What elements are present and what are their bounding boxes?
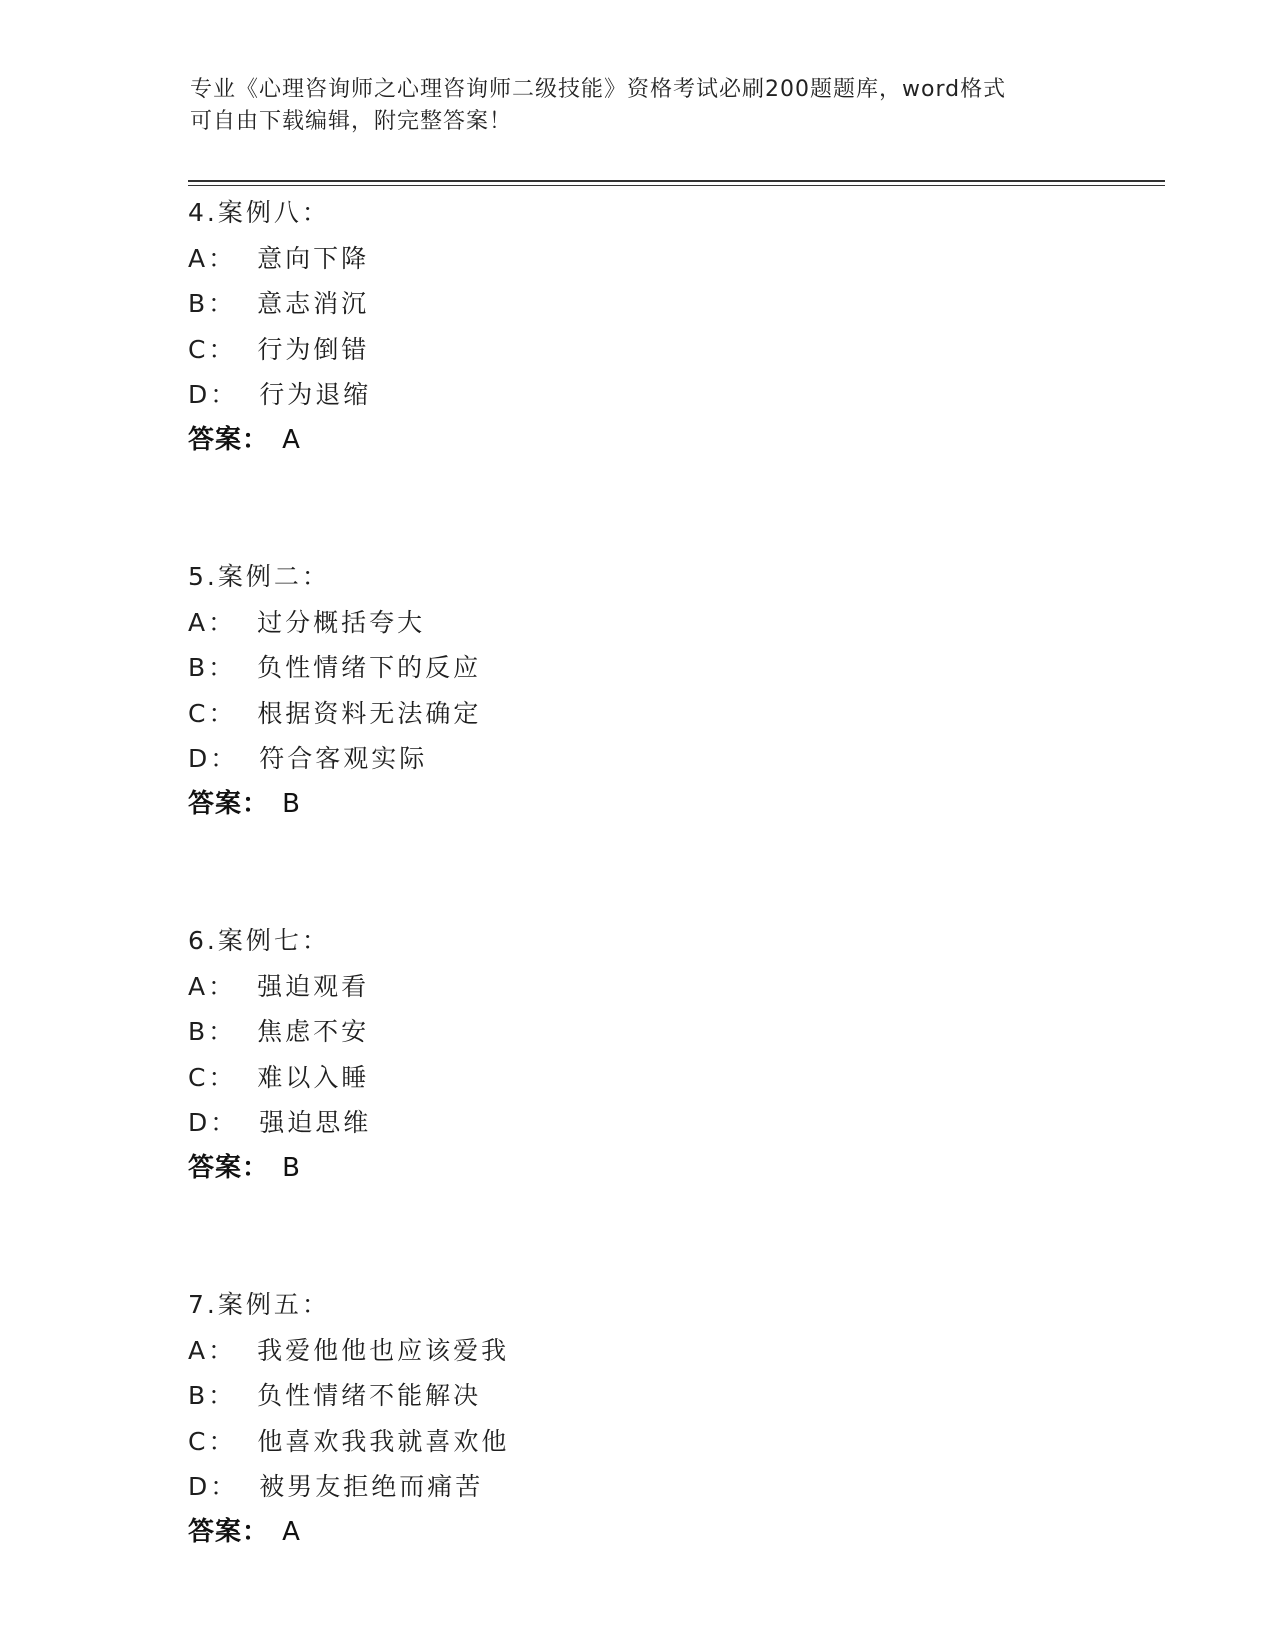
option-b [188, 1009, 1165, 1055]
option-label: C： [188, 334, 237, 364]
answer-label: 答案： [188, 788, 270, 819]
answer-value: A [282, 424, 301, 455]
question-6 [188, 918, 1165, 1191]
option-d [188, 1464, 1165, 1510]
option-d [188, 736, 1165, 782]
option-text: 行为倒错 [257, 334, 370, 364]
option-text: 根据资料无法确定 [257, 698, 482, 728]
answer-value: B [282, 1152, 301, 1183]
option-label: D： [188, 1108, 239, 1137]
option-c [188, 327, 1165, 373]
option-c [188, 1055, 1165, 1101]
header-line-1: 专业《心理咨询师之心理咨询师二级技能》资格考试必刷200题题库，word格式 [190, 77, 1007, 102]
option-text: 负性情绪不能解决 [257, 1381, 482, 1410]
option-label: B： [188, 1381, 237, 1410]
answer-label: 答案： [188, 424, 270, 455]
option-text: 被男友拒绝而痛苦 [259, 1472, 484, 1501]
answer-label: 答案： [188, 1152, 270, 1183]
document-header [190, 74, 1090, 138]
option-b [188, 281, 1165, 327]
option-a [188, 600, 1165, 646]
option-c [188, 1419, 1165, 1465]
option-d [188, 1100, 1165, 1146]
option-text: 强迫观看 [257, 971, 370, 1001]
option-label: D： [188, 1472, 239, 1501]
option-label: A： [188, 607, 237, 637]
option-b [188, 645, 1165, 691]
option-text: 焦虑不安 [257, 1017, 370, 1046]
header-divider [188, 180, 1165, 186]
question-title: 6.案例七： [188, 926, 330, 955]
option-text: 过分概括夸大 [257, 607, 426, 637]
option-text: 我爱他他也应该爱我 [257, 1335, 510, 1365]
question-list [188, 190, 1165, 1555]
option-label: B： [188, 653, 237, 682]
question-title: 4.案例八： [188, 198, 330, 227]
question-spacer [188, 1191, 1165, 1282]
option-label: A： [188, 1335, 237, 1365]
option-a [188, 1328, 1165, 1374]
option-b [188, 1373, 1165, 1419]
question-7 [188, 1282, 1165, 1555]
question-title: 5.案例二： [188, 562, 330, 591]
question-4 [188, 190, 1165, 463]
option-label: A： [188, 971, 237, 1001]
option-c [188, 691, 1165, 737]
answer-label: 答案： [188, 1516, 270, 1547]
option-text: 他喜欢我我就喜欢他 [257, 1426, 510, 1456]
option-text: 符合客观实际 [259, 744, 428, 773]
option-a [188, 964, 1165, 1010]
answer [188, 418, 1165, 464]
option-label: D： [188, 744, 239, 773]
option-label: B： [188, 1017, 237, 1046]
option-label: C： [188, 698, 237, 728]
option-text: 意志消沉 [257, 289, 370, 318]
answer [188, 782, 1165, 828]
question-spacer [188, 463, 1165, 554]
option-label: C： [188, 1426, 237, 1456]
header-line-2: 可自由下载编辑，附完整答案！ [190, 109, 513, 134]
question-title: 7.案例五： [188, 1290, 330, 1319]
option-text: 行为退缩 [259, 380, 372, 409]
option-d [188, 372, 1165, 418]
answer [188, 1146, 1165, 1192]
option-text: 意向下降 [257, 243, 370, 273]
option-label: B： [188, 289, 237, 318]
option-text: 难以入睡 [257, 1062, 370, 1092]
answer-value: A [282, 1516, 301, 1547]
option-label: C： [188, 1062, 237, 1092]
option-label: A： [188, 243, 237, 273]
answer [188, 1510, 1165, 1556]
option-text: 负性情绪下的反应 [257, 653, 482, 682]
option-label: D： [188, 380, 239, 409]
answer-value: B [282, 788, 301, 819]
question-5 [188, 554, 1165, 827]
question-spacer [188, 827, 1165, 918]
option-text: 强迫思维 [259, 1108, 372, 1137]
option-a [188, 236, 1165, 282]
